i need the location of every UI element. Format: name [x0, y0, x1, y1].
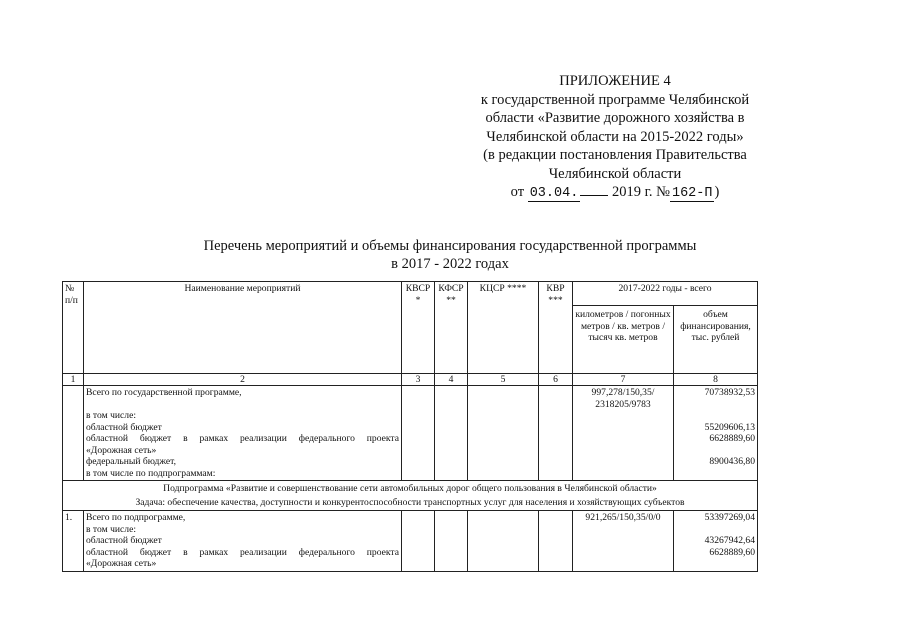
column-number-row	[63, 374, 758, 386]
subprogram-title: Подпрограмма «Развитие и совершенствование сети автомобильных дорог общего пользования в Челябинской области»	[63, 481, 758, 496]
program-kvr-cell	[539, 386, 573, 481]
header-name: Наименование мероприятий	[84, 282, 402, 374]
subprogram-name-line: в том числе:	[86, 523, 137, 535]
col-number-6: 6	[539, 374, 573, 386]
program-name-line	[86, 399, 399, 411]
appendix-line-1: к государственной программе Челябинской	[480, 91, 750, 108]
col-number-1: 1	[63, 374, 84, 386]
subprogram-kfsr-cell	[435, 511, 468, 572]
program-name-cell	[84, 386, 402, 481]
header-funding: объем финансирования, тыс. рублей	[674, 306, 758, 374]
title-line-2: в 2017 - 2022 годах	[391, 256, 509, 272]
program-name-line: в том числе по подпрограммам:	[86, 467, 216, 479]
subprogram-funding-line: 6628889,60	[709, 546, 755, 558]
program-km-line: 997,278/150,35/	[591, 387, 655, 398]
col-number-4: 4	[435, 374, 468, 386]
subprogram-funding-cell	[674, 511, 758, 572]
subprogram-name-line: областной бюджет	[86, 535, 162, 546]
header-kfsr: КФСР **	[435, 282, 468, 374]
header-kvsr: КВСР *	[402, 282, 435, 374]
appendix-date-line	[455, 183, 775, 204]
subprogram-kvsr-cell	[402, 511, 435, 572]
program-funding-line	[676, 410, 755, 422]
col-number-7: 7	[573, 374, 674, 386]
header-km: километров / погонных метров / кв. метров / тысяч кв. метров	[573, 306, 674, 374]
appendix-line-5: Челябинской области	[548, 165, 682, 182]
col-number-5: 5	[468, 374, 539, 386]
subprogram-funding-line	[676, 558, 755, 570]
program-funding-line: 6628889,60	[709, 433, 755, 444]
subprogram-funding-line: 53397269,04	[704, 512, 755, 523]
subprogram-name-cell	[84, 511, 402, 572]
date-value: 03.04.	[529, 186, 579, 201]
title-line-1: Перечень мероприятий и объемы финансирования государственной программы	[203, 238, 697, 254]
document-title	[120, 237, 780, 273]
program-name-line: областной бюджет	[86, 421, 162, 433]
program-funding-line: 8900436,80	[709, 456, 755, 467]
program-kcsr-cell	[468, 386, 539, 481]
program-funding-line: 55209606,13	[704, 421, 755, 433]
program-num-cell	[63, 386, 84, 481]
program-table	[62, 281, 758, 572]
appendix-header	[455, 72, 775, 204]
appendix-line-3: Челябинской области на 2015-2022 годы»	[486, 128, 744, 145]
closing-paren: )	[714, 184, 720, 200]
program-km-line: 2318205/9783	[595, 398, 651, 410]
header-row-1	[63, 282, 758, 306]
year-text: 2019 г. №	[611, 184, 670, 200]
program-funding-line	[676, 445, 755, 457]
program-funding-line	[676, 468, 755, 480]
program-total-block	[63, 386, 758, 481]
program-km-cell	[573, 386, 674, 481]
subprogram-kcsr-cell	[468, 511, 539, 572]
subprogram-funding-line: 43267942,64	[704, 535, 755, 546]
program-name-line: «Дорожная сеть»	[86, 444, 157, 456]
task-text: Задача: обеспечение качества, доступности и конкурентоспособности транспортных услуг для населения и хозяйствующих субъектов	[63, 496, 758, 511]
subprogram-funding-line	[676, 524, 755, 536]
program-name-line: Всего по государственной программе,	[86, 387, 242, 398]
program-name-line: федеральный бюджет,	[86, 456, 176, 467]
program-funding-line	[676, 399, 755, 411]
subprogram-name-line: «Дорожная сеть»	[86, 558, 157, 569]
subprogram-km-cell	[573, 511, 674, 572]
appendix-line-4: (в редакции постановления Правительства	[483, 147, 747, 163]
subprogram-name-line: областной бюджет в рамках реализации федерального проекта	[86, 546, 399, 558]
subprogram-kvr-cell	[539, 511, 573, 572]
program-kfsr-cell	[435, 386, 468, 481]
appendix-line-2: области «Развитие дорожного хозяйства в	[485, 110, 745, 126]
col-number-2: 2	[84, 374, 402, 386]
header-total-group: 2017-2022 годы - всего	[573, 282, 758, 306]
subprogram-row	[63, 481, 758, 496]
program-funding-cell	[674, 386, 758, 481]
subprogram-total-block	[63, 511, 758, 572]
col-number-3: 3	[402, 374, 435, 386]
header-kvr: КВР ***	[539, 282, 573, 374]
subprogram-num-cell: 1.	[63, 511, 84, 572]
col-number-8: 8	[674, 374, 758, 386]
program-name-line: в том числе:	[86, 410, 137, 421]
date-prefix: от	[510, 184, 525, 200]
program-funding-line: 70738932,53	[704, 387, 755, 398]
task-row	[63, 496, 758, 511]
program-kvsr-cell	[402, 386, 435, 481]
subprogram-name-line: Всего по подпрограмме,	[86, 512, 186, 523]
decree-number: 162-П	[671, 186, 713, 201]
header-kcsr: КЦСР ****	[468, 282, 539, 374]
subprogram-km-line: 921,265/150,35/0/0	[585, 512, 661, 523]
appendix-title: ПРИЛОЖЕНИЕ 4	[559, 73, 671, 89]
program-name-line: областной бюджет в рамках реализации федерального проекта	[86, 433, 399, 444]
header-num: № п/п	[63, 282, 84, 374]
